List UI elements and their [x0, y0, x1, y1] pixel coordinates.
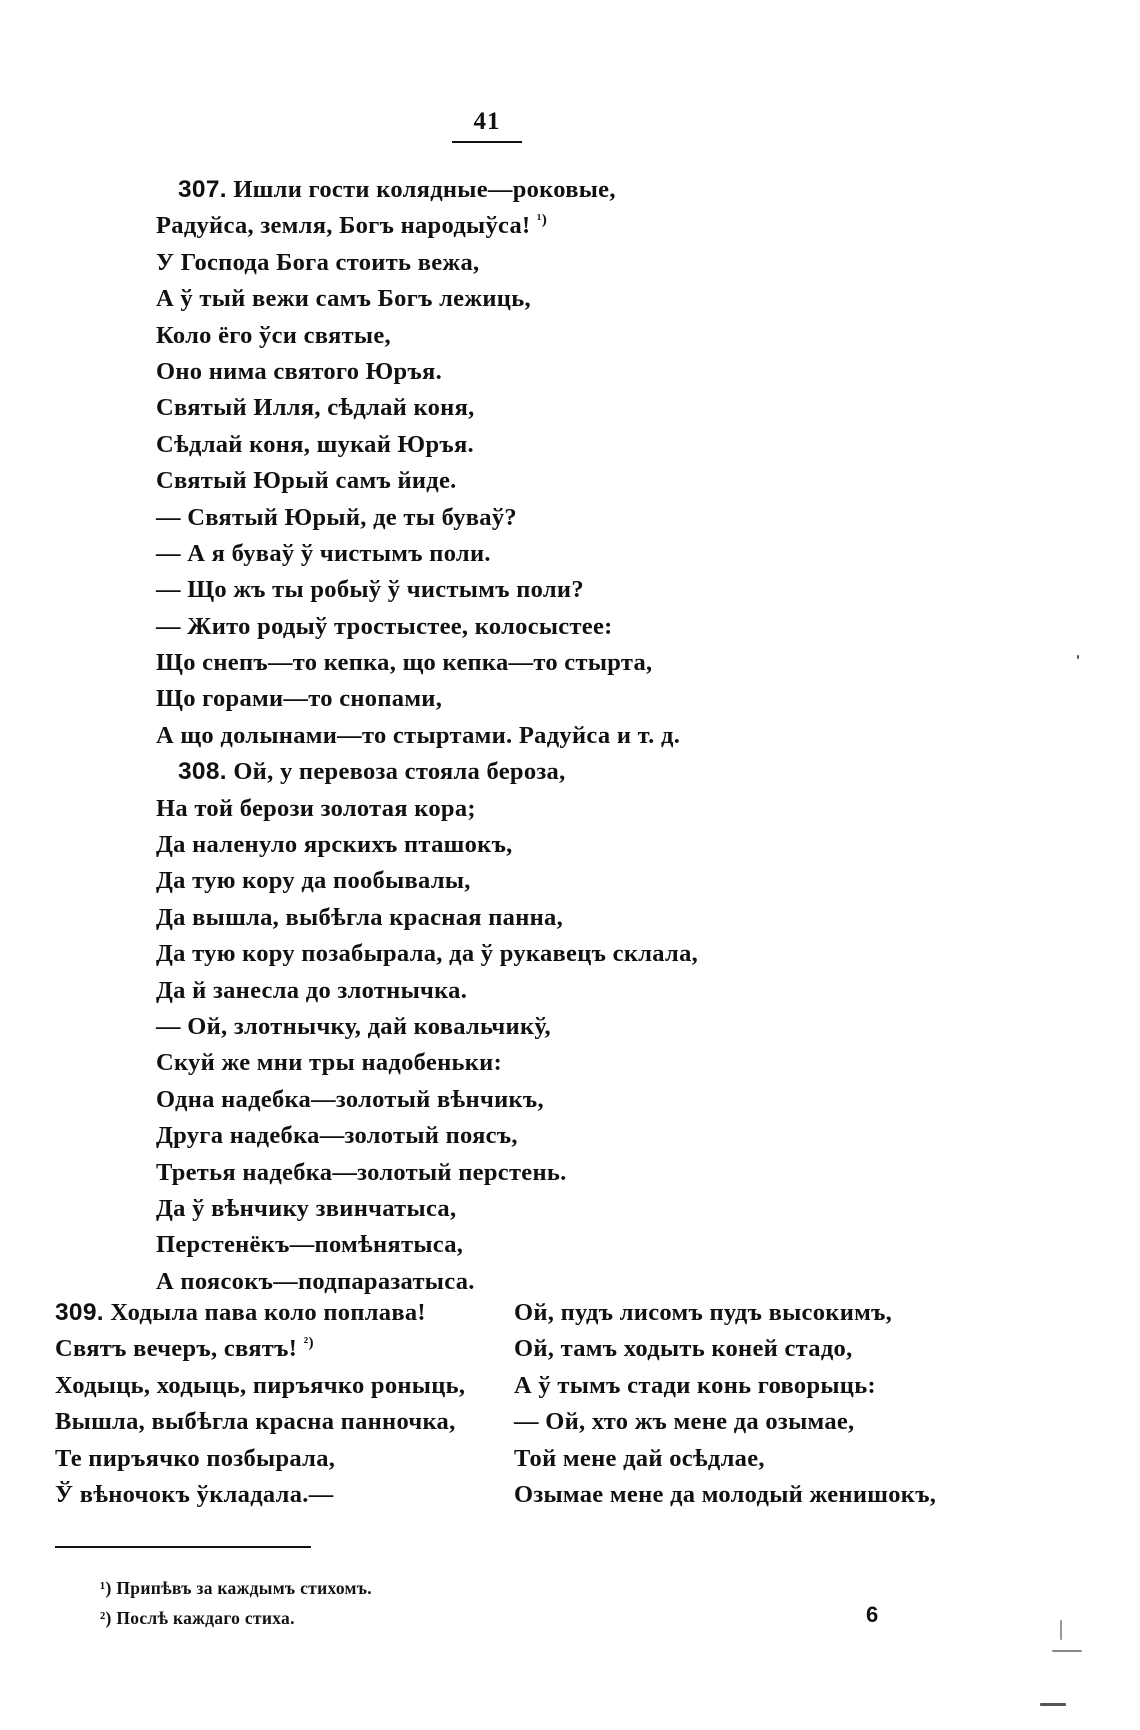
verse-line: Ой, пудъ лисомъ пудъ высокимъ,	[514, 1299, 893, 1326]
footnote-marker: ¹)	[536, 211, 548, 229]
verse-line: Одна надебка—золотый вѣнчикъ,	[156, 1085, 544, 1113]
song-number: 308.	[178, 758, 227, 786]
verse-line: — А я буваў ў чистымъ поли.	[156, 539, 491, 567]
footnote-marker: ²)	[100, 1608, 112, 1628]
song-309-refrain-line	[55, 1331, 515, 1367]
verse-line: Скуй же мни тры надобеньки:	[156, 1049, 503, 1077]
footnote-marker: ²)	[303, 1334, 314, 1352]
footnote-text: Послѣ каждаго стиха.	[116, 1608, 295, 1628]
verse-line: Сѣдлай коня, шукай Юръя.	[156, 430, 474, 458]
verse-line: Те пиръячко позбырала,	[55, 1444, 336, 1472]
page-number: 41	[473, 108, 501, 135]
verse-line: Третья надебка—золотый перстень.	[156, 1158, 567, 1186]
verse-line: Святый Юрый самъ йиде.	[156, 467, 457, 495]
verse-line: Да наленуло ярскихъ пташокъ,	[156, 831, 513, 859]
signature-mark: 6	[866, 1602, 879, 1627]
verse-line: — Ой, хто жъ мене да озымае,	[514, 1408, 855, 1436]
page-number-rule	[452, 141, 522, 143]
scan-speck	[1060, 1620, 1062, 1640]
scan-speck	[1040, 1703, 1066, 1706]
song-307-first-line	[178, 172, 998, 208]
verse-line: Ой, тамъ ходыть коней стадо,	[514, 1335, 853, 1363]
verse-line: На той берози золотая кора;	[156, 794, 476, 822]
song-309-right-column	[514, 1295, 954, 1513]
verse-block-307-308	[156, 172, 998, 1300]
verse-line: Да тую кору позабырала, да ў рукавецъ склала,	[156, 940, 699, 968]
song-307-refrain-line	[156, 208, 998, 244]
verse-line: Да вышла, выбѣгла красная панна,	[156, 903, 564, 931]
song-308-first-line	[178, 754, 998, 790]
verse-line: А ў тымъ стади конь говорыць:	[514, 1371, 876, 1399]
verse-line: Що снепъ—то кепка, що кепка—то стырта,	[156, 649, 653, 677]
footnote	[100, 1573, 372, 1603]
verse-line: Той мене дай осѣдлае,	[514, 1444, 765, 1472]
verse-line: — Святый Юрый, де ты буваў?	[156, 503, 517, 531]
verse-line: Озымае мене да молодый женишокъ,	[514, 1480, 937, 1508]
verse-line: — Жито родыў тростыстее, колосыстее:	[156, 612, 613, 640]
verse-line: Да тую кору да пообывалы,	[156, 867, 471, 895]
footnote-rule	[55, 1546, 311, 1548]
verse-line: Вышла, выбѣгла красна панночка,	[55, 1408, 456, 1436]
verse-line: Ходыла пава коло поплава!	[110, 1299, 426, 1326]
footnote	[100, 1603, 372, 1633]
verse-line: А що долынами—то стыртами. Радуйса и т. д.	[156, 721, 681, 749]
verse-line: Святый Илля, сѣдлай коня,	[156, 394, 475, 422]
verse-line: Святъ вечеръ, святъ!	[55, 1335, 298, 1363]
footnotes	[100, 1573, 372, 1633]
verse-line: Да й занесла до злотнычка.	[156, 976, 468, 1004]
verse-line: Друга надебка—золотый поясъ,	[156, 1122, 518, 1150]
verse-line: Коло ёго ўси святые,	[156, 321, 391, 349]
verse-line: Радуйса, земля, Богъ народыўса!	[156, 212, 531, 240]
song-number: 309.	[55, 1299, 104, 1326]
footnote-marker: ¹)	[100, 1578, 112, 1598]
verse-line: А поясокъ—подпаразатыса.	[156, 1267, 475, 1295]
footnote-text: Припѣвъ за каждымъ стихомъ.	[116, 1578, 372, 1598]
verse-line: Що горами—то снопами,	[156, 685, 443, 713]
verse-line: Ходыць, ходыць, пиръячко роныць,	[55, 1371, 466, 1399]
verse-line: Перстенёкъ—помѣнятыса,	[156, 1231, 464, 1259]
verse-line: — Ой, злотнычку, дай ковальчикў,	[156, 1012, 551, 1040]
scan-speck	[1052, 1650, 1082, 1652]
song-309-left-column	[55, 1295, 515, 1513]
verse-line: Ой, у перевоза стояла бероза,	[233, 758, 566, 786]
verse-line: А ў тый вежи самъ Богъ лежиць,	[156, 285, 531, 313]
verse-line: Оно нима святого Юръя.	[156, 357, 443, 385]
song-309-first-line	[55, 1295, 515, 1331]
verse-line: — Що жъ ты робыў ў чистымъ поли?	[156, 576, 584, 604]
scan-speck	[1077, 655, 1079, 659]
verse-line: Да ў вѣнчику звинчатыса,	[156, 1194, 457, 1222]
verse-line: Ишли гости колядные—роковые,	[233, 176, 616, 203]
song-number: 307.	[178, 176, 227, 203]
verse-line: У Господа Бога стоить вежа,	[156, 248, 480, 276]
verse-line: Ў вѣночокъ ўкладала.—	[55, 1480, 334, 1508]
